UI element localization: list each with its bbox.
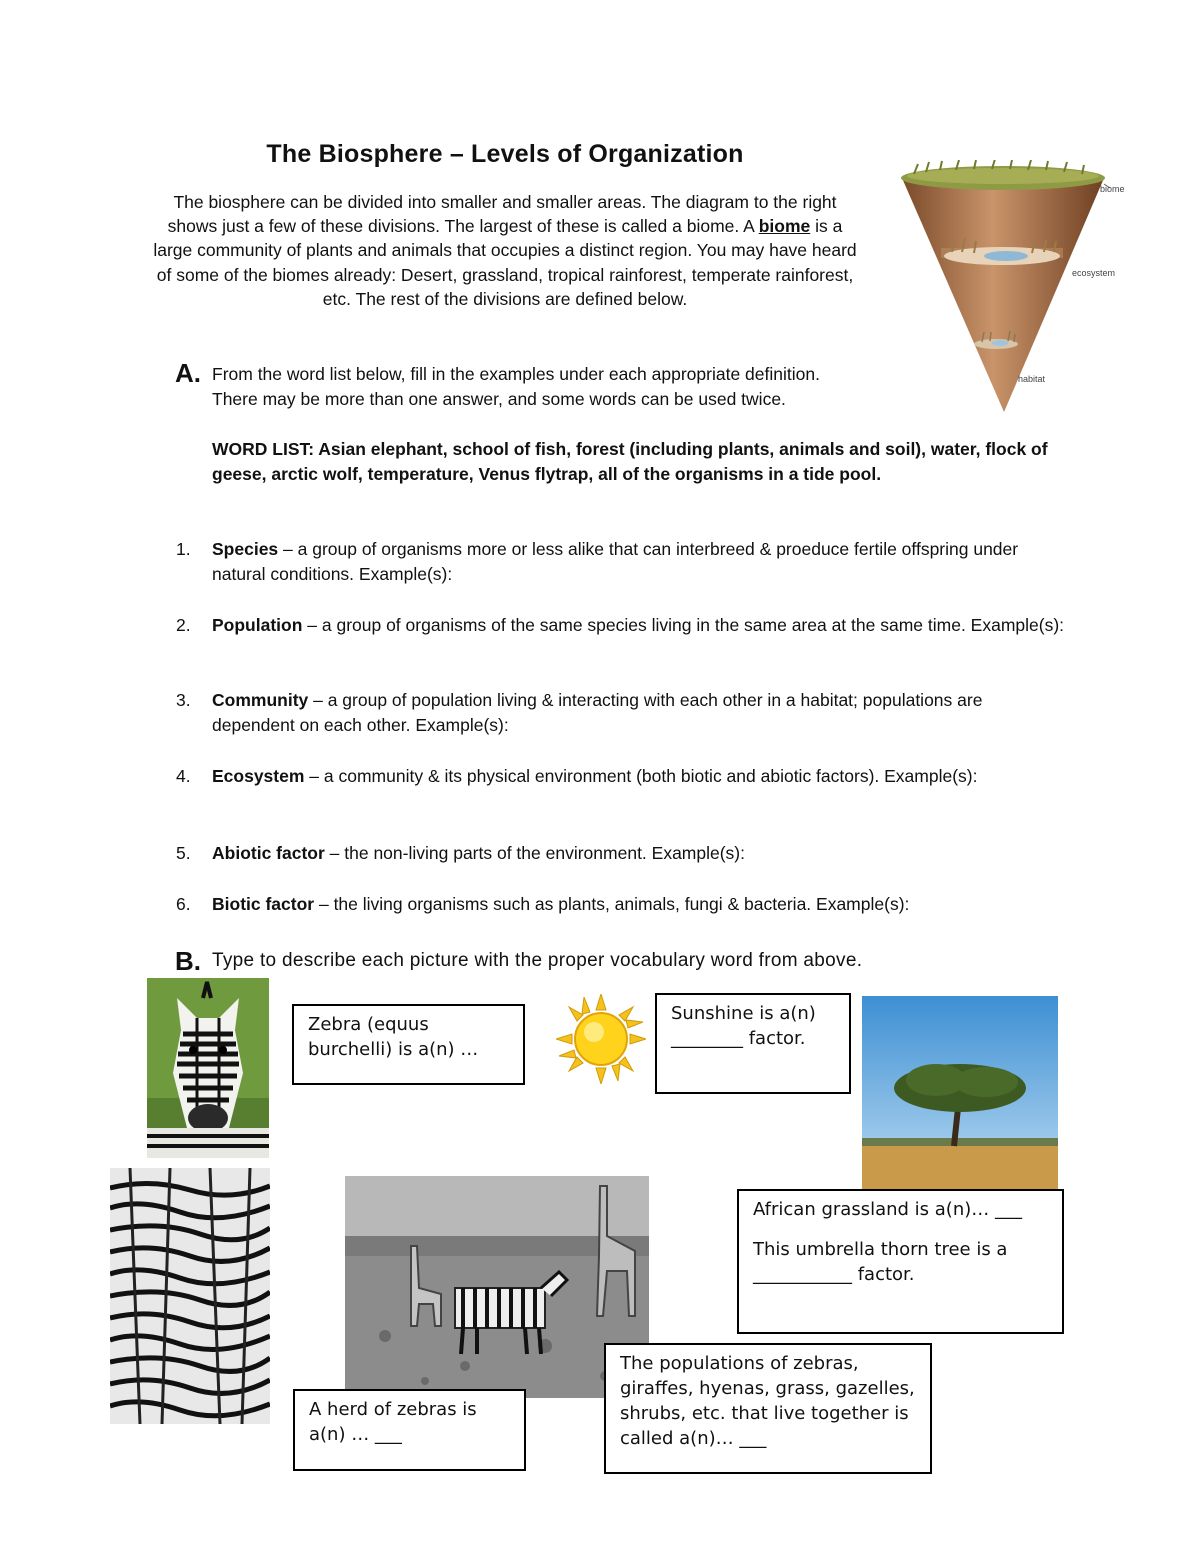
zebra-answer-box[interactable]: Zebra (equus burchelli) is a(n) … xyxy=(292,1004,525,1085)
definition-text: – a group of organisms more or less alike that can interbreed & proeduce fertile offspring under natural conditions. Example(s): xyxy=(212,539,1019,584)
definition-number: 5. xyxy=(176,843,191,863)
definition-number: 2. xyxy=(176,615,191,635)
page-title: The Biosphere – Levels of Organization xyxy=(266,140,744,168)
definition-number: 6. xyxy=(176,894,191,914)
definition-term: Ecosystem xyxy=(212,766,305,786)
sun-icon xyxy=(556,994,646,1084)
zebra-herd-photo xyxy=(110,1168,270,1424)
section-b-letter: B. xyxy=(175,946,201,976)
definition-abiotic-factor xyxy=(176,841,1066,866)
definition-number: 3. xyxy=(176,690,191,710)
grassland-line-1: African grassland is a(n)… ___ xyxy=(753,1199,1022,1220)
definition-text: – a group of organisms of the same species living in the same area at the same time. Example(s): xyxy=(302,615,1065,635)
definition-text: – the non-living parts of the environment. Example(s): xyxy=(324,843,746,863)
intro-text-after: is a large community of plants and animals that occupies a distinct region. You may have heard of some of the biomes already: Desert, grassland, tropical rainforest, temperate rainforest, etc. The rest of the divisions are defined below. xyxy=(153,216,857,309)
biosphere-cone-diagram xyxy=(896,160,1136,416)
definition-term: Population xyxy=(212,615,303,635)
definition-community xyxy=(176,688,1066,737)
definition-text: – a group of population living & interacting with each other in a habitat; populations are dependent on each other. Example(s): xyxy=(212,690,983,735)
sunshine-answer-box[interactable]: Sunshine is a(n) ________ factor. xyxy=(655,993,851,1094)
definition-biotic-factor xyxy=(176,892,1066,917)
grassland-answer-box[interactable] xyxy=(737,1189,1064,1334)
definition-species xyxy=(176,537,1066,586)
definition-term: Biotic factor xyxy=(212,894,315,914)
definition-term: Community xyxy=(212,690,309,710)
word-list: WORD LIST: Asian elephant, school of fish, forest (including plants, animals and soil), water, flock of geese, arctic wolf, temperature, Venus flytrap, all of the organisms in a tide pool. xyxy=(212,439,1048,484)
diagram-label-habitat: habitat xyxy=(1018,374,1046,384)
definition-text: – the living organisms such as plants, animals, fungi & bacteria. Example(s): xyxy=(314,894,910,914)
populations-answer-box[interactable]: The populations of zebras, giraffes, hyenas, grass, gazelles, shrubs, etc. that live together is called a(n)… ___ xyxy=(604,1343,932,1474)
definition-number: 1. xyxy=(176,539,191,559)
diagram-label-biome: biome xyxy=(1100,184,1125,194)
zebra-photo xyxy=(147,978,269,1158)
definition-term: Species xyxy=(212,539,279,559)
herd-answer-box[interactable]: A herd of zebras is a(n) … ___ xyxy=(293,1389,526,1471)
definition-population xyxy=(176,613,1066,638)
definition-text: – a community & its physical environment (both biotic and abiotic factors). Example(s): xyxy=(304,766,978,786)
intro-paragraph xyxy=(148,190,862,311)
intro-text-before: The biosphere can be divided into smaller and smaller areas. The diagram to the right shows just a few of these divisions. The largest of these is called a biome. A xyxy=(167,192,837,237)
definition-term: Abiotic factor xyxy=(212,843,325,863)
definition-number: 4. xyxy=(176,766,191,786)
intro-term-biome: biome xyxy=(758,216,811,237)
grassland-line-2: This umbrella thorn tree is a ___________ factor. xyxy=(753,1239,1008,1285)
section-a-letter: A. xyxy=(175,358,201,388)
definition-ecosystem xyxy=(176,764,1066,789)
section-b-instructions: Type to describe each picture with the proper vocabulary word from above. xyxy=(212,950,863,971)
umbrella-thorn-tree-photo xyxy=(862,996,1058,1190)
section-a-instructions: From the word list below, fill in the examples under each appropriate definition. There may be more than one answer, and some words can be used twice. xyxy=(212,364,820,409)
diagram-label-ecosystem: ecosystem xyxy=(1072,268,1116,278)
